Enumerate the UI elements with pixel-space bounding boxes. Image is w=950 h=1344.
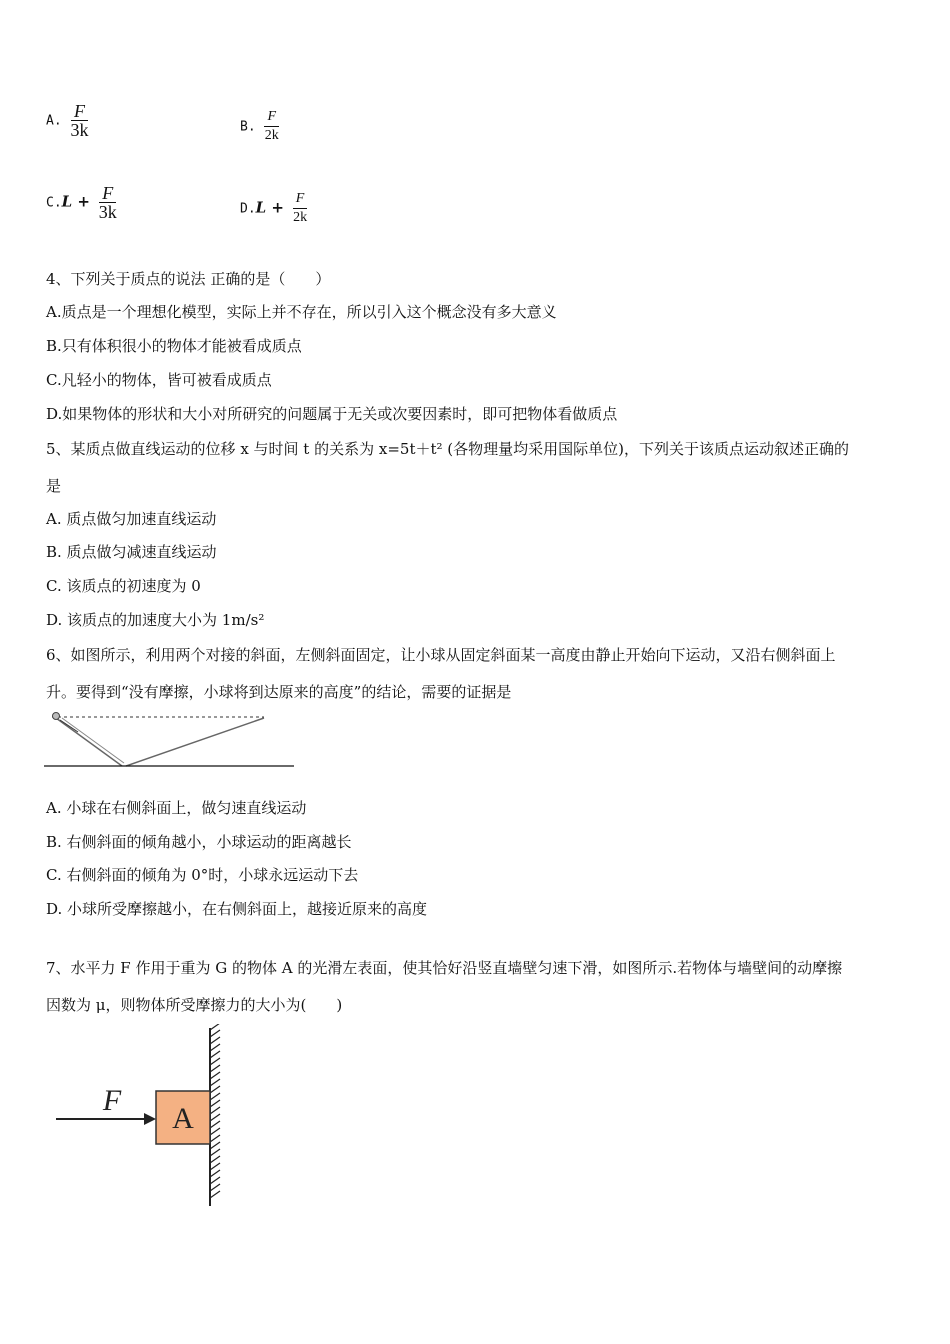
right-incline xyxy=(126,718,264,766)
hatch-mark xyxy=(210,1170,220,1177)
q3-option-a[interactable] xyxy=(46,102,88,139)
numerator: F xyxy=(99,184,116,203)
hatch-mark xyxy=(210,1065,220,1072)
q7-stem-line-1: 7、水平力 F 作用于重为 G 的物体 A 的光滑左表面，使其恰好沿竖直墙壁匀速下滑，如图所示.若物体与墙壁间的动摩擦 xyxy=(46,959,843,977)
hatch-mark xyxy=(210,1024,220,1030)
option-label: B. xyxy=(240,119,256,135)
option-label: D. xyxy=(240,201,256,217)
q5-stem-line-2: 是 xyxy=(46,477,62,495)
hatch-mark xyxy=(210,1135,220,1142)
left-incline xyxy=(56,718,122,766)
hatch-mark xyxy=(210,1079,220,1086)
numerator: F xyxy=(264,108,279,127)
q7-stem-line-2: 因数为 μ，则物体所受摩擦力的大小为( ) xyxy=(46,996,343,1014)
left-incline-inner xyxy=(62,718,124,763)
hatch-mark xyxy=(210,1163,220,1170)
fraction xyxy=(70,102,88,139)
hatch-mark xyxy=(210,1149,220,1156)
hatch-mark xyxy=(210,1030,220,1037)
hatch-mark xyxy=(210,1156,220,1163)
ball-arrow xyxy=(60,720,78,732)
fraction xyxy=(293,190,308,227)
q6-option-b[interactable]: B. 右侧斜面的倾角越小，小球运动的距离越长 xyxy=(46,833,352,851)
hatch-mark xyxy=(210,1142,220,1149)
q6-option-c[interactable]: C. 右侧斜面的倾角为 0°时，小球永远运动下去 xyxy=(46,866,359,884)
fraction xyxy=(264,108,279,145)
hatch-mark xyxy=(210,1037,220,1044)
hatch-mark xyxy=(210,1044,220,1051)
hatch-mark xyxy=(210,1191,220,1198)
q5-option-c[interactable]: C. 该质点的初速度为 0 xyxy=(46,577,201,595)
wall-hatching xyxy=(210,1024,220,1198)
q6-option-d[interactable]: D. 小球所受摩擦越小，在右侧斜面上，越接近原来的高度 xyxy=(46,900,428,918)
numerator: F xyxy=(293,190,308,209)
hatch-mark xyxy=(210,1107,220,1114)
q5-option-d[interactable]: D. 该质点的加速度大小为 1m/s² xyxy=(46,611,265,629)
q3-option-c[interactable] xyxy=(46,184,117,221)
hatch-mark xyxy=(210,1072,220,1079)
hatch-mark xyxy=(210,1121,220,1128)
denominator: 2k xyxy=(293,210,308,225)
q4-option-d[interactable]: D.如果物体的形状和大小对所研究的问题属于无关或次要因素时，即可把物体看做质点 xyxy=(46,405,618,423)
block-label: A xyxy=(172,1102,194,1135)
q3-option-d[interactable] xyxy=(240,190,307,227)
q5-option-a[interactable]: A. 质点做匀加速直线运动 xyxy=(46,510,217,528)
q4-stem: 4、下列关于质点的说法 正确的是（ ） xyxy=(46,270,331,288)
inclined-planes-figure xyxy=(44,710,296,772)
wall-block-figure xyxy=(50,1024,240,1214)
q4-option-a[interactable]: A.质点是一个理想化模型，实际上并不存在，所以引入这个概念没有多大意义 xyxy=(46,303,557,321)
ball xyxy=(53,713,60,720)
denominator: 3k xyxy=(70,120,89,140)
q4-option-b[interactable]: B.只有体积很小的物体才能被看成质点 xyxy=(46,337,302,355)
hatch-mark xyxy=(210,1184,220,1191)
q6-stem-line-2: 升。要得到“没有摩擦，小球将到达原来的高度”的结论，需要的证据是 xyxy=(46,683,512,701)
denominator: 2k xyxy=(264,128,279,143)
q3-option-b[interactable] xyxy=(240,108,279,145)
option-prefix: L + xyxy=(61,192,90,211)
force-label: F xyxy=(102,1084,122,1117)
q4-option-c[interactable]: C.凡轻小的物体，皆可被看成质点 xyxy=(46,371,272,389)
hatch-mark xyxy=(210,1128,220,1135)
hatch-mark xyxy=(210,1177,220,1184)
q6-stem-line-1: 6、如图所示，利用两个对接的斜面，左侧斜面固定，让小球从固定斜面某一高度由静止开始向下运动，又沿右侧斜面上 xyxy=(46,646,836,664)
option-label: A. xyxy=(46,113,62,129)
hatch-mark xyxy=(210,1114,220,1121)
q6-option-a[interactable]: A. 小球在右侧斜面上，做匀速直线运动 xyxy=(46,799,307,817)
hatch-mark xyxy=(210,1086,220,1093)
denominator: 3k xyxy=(98,202,117,222)
hatch-mark xyxy=(210,1093,220,1100)
option-label: C. xyxy=(46,195,62,211)
force-arrow-head xyxy=(144,1113,156,1125)
fraction xyxy=(99,184,117,221)
q5-stem-line-1: 5、某质点做直线运动的位移 x 与时间 t 的关系为 x=5t＋t² (各物理量均采用国际单位)，下列关于该质点运动叙述正确的 xyxy=(46,440,849,458)
hatch-mark xyxy=(210,1100,220,1107)
hatch-mark xyxy=(210,1058,220,1065)
q5-option-b[interactable]: B. 质点做匀减速直线运动 xyxy=(46,543,217,561)
numerator: F xyxy=(71,102,88,121)
option-prefix: L + xyxy=(255,198,284,217)
hatch-mark xyxy=(210,1051,220,1058)
